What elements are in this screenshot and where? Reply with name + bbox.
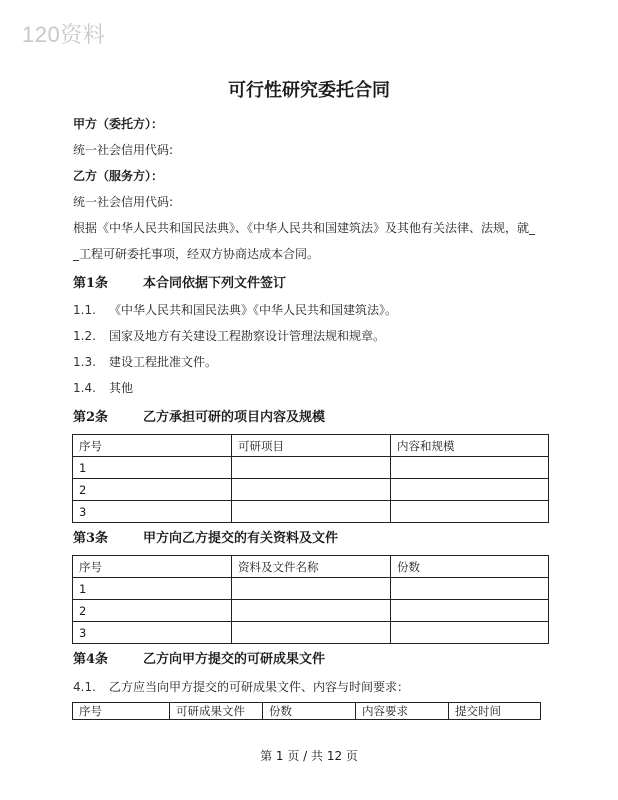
table-cell [232, 622, 391, 644]
table-cell [391, 578, 549, 600]
clause-text: 国家及地方有关建设工程勘察设计管理法规和规章。 [109, 329, 386, 343]
project-scope-table [72, 434, 549, 523]
table-header-cell: 可研项目 [232, 435, 391, 457]
page-footer: 第 1 页 / 共 12 页 [260, 749, 358, 763]
table-header-cell: 序号 [73, 556, 232, 578]
section-2-heading [73, 406, 325, 425]
clause-1-3 [73, 353, 217, 370]
table-cell [391, 457, 549, 479]
party-b-code: 统一社会信用代码: [73, 195, 174, 209]
clause-text: 《中华人民共和国民法典》《中华人民共和国建筑法》。 [109, 303, 398, 317]
section-number: 第3条 [73, 531, 109, 546]
table-row [73, 457, 549, 479]
table-cell [232, 457, 391, 479]
clause-number: 4.1. [73, 680, 96, 694]
table-header-cell: 内容要求 [356, 703, 449, 720]
table-cell [391, 479, 549, 501]
party-b-label: 乙方（服务方）： [73, 169, 164, 183]
party-a-label: 甲方（委托方）： [73, 117, 164, 131]
clause-number: 1.4. [73, 381, 96, 395]
section-number: 第2条 [73, 410, 109, 425]
table-header-row [73, 556, 549, 578]
table-cell: 1 [73, 578, 232, 600]
table-row [73, 600, 549, 622]
deliverables-table [72, 702, 541, 720]
table-row [73, 479, 549, 501]
table-cell [232, 600, 391, 622]
table-header-cell: 份数 [263, 703, 356, 720]
table-cell [232, 578, 391, 600]
table-row [73, 622, 549, 644]
clause-text: 建设工程批准文件。 [109, 355, 218, 369]
section-title: 甲方向乙方提交的有关资料及文件 [143, 531, 339, 546]
party-a-code: 统一社会信用代码: [73, 143, 174, 157]
table-cell: 3 [73, 622, 232, 644]
clause-1-2 [73, 327, 385, 344]
table-header-cell: 可研成果文件 [170, 703, 263, 720]
table-cell [232, 479, 391, 501]
clause-number: 1.3. [73, 355, 96, 369]
section-1-heading [73, 272, 286, 291]
clause-text: 其他 [109, 381, 134, 395]
section-title: 乙方承担可研的项目内容及规模 [143, 410, 326, 425]
preamble-line-1: 根据《中华人民共和国民法典》、《中华人民共和国建筑法》及其他有关法律、法规，就_ [73, 221, 536, 235]
table-header-row [73, 435, 549, 457]
clause-4-1 [73, 678, 409, 695]
table-cell [391, 600, 549, 622]
page-title: 可行性研究委托合同 [228, 80, 390, 101]
table-row [73, 501, 549, 523]
section-4-heading [73, 648, 325, 667]
clause-number: 1.1. [73, 303, 96, 317]
table-header-row [73, 703, 541, 720]
table-cell: 3 [73, 501, 232, 523]
table-header-cell: 内容和规模 [391, 435, 549, 457]
section-number: 第4条 [73, 652, 109, 667]
table-cell [232, 501, 391, 523]
table-header-cell: 序号 [73, 703, 170, 720]
table-cell: 1 [73, 457, 232, 479]
table-cell: 2 [73, 479, 232, 501]
table-cell: 2 [73, 600, 232, 622]
materials-table [72, 555, 549, 644]
section-title: 乙方向甲方提交的可研成果文件 [143, 652, 326, 667]
table-header-cell: 资料及文件名称 [232, 556, 391, 578]
preamble-line-2: _工程可研委托事项，经双方协商达成本合同。 [73, 247, 320, 261]
clause-1-1 [73, 301, 397, 318]
table-row [73, 578, 549, 600]
table-cell [391, 501, 549, 523]
watermark-logo: 120资料 [22, 22, 106, 47]
table-header-cell: 序号 [73, 435, 232, 457]
table-cell [391, 622, 549, 644]
section-title: 本合同依据下列文件签订 [143, 276, 287, 291]
table-header-cell: 提交时间 [449, 703, 541, 720]
clause-number: 1.2. [73, 329, 96, 343]
table-header-cell: 份数 [391, 556, 549, 578]
clause-text: 乙方应当向甲方提交的可研成果文件、内容与时间要求： [109, 680, 410, 694]
clause-1-4 [73, 379, 133, 396]
section-3-heading [73, 527, 338, 546]
section-number: 第1条 [73, 276, 109, 291]
